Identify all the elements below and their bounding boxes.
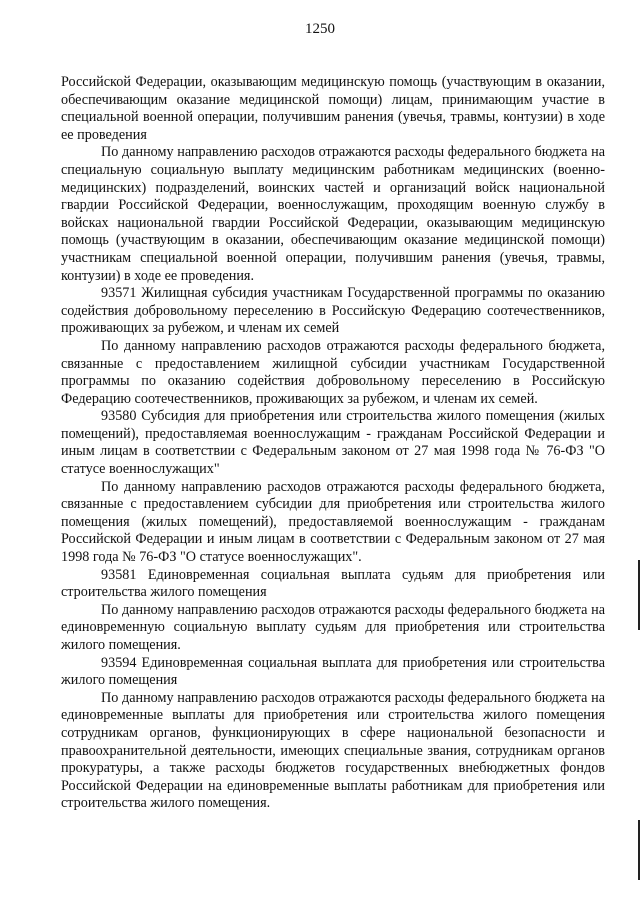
- paragraph-description: По данному направлению расходов отражаются расходы федерального бюджета, связанные с предоставлением жилищной субсидии участникам Государственной программы по оказанию содействия добровольному переселению в Российскую Федерацию соотечественников, проживающих за рубежом, и членам их семей.: [61, 337, 605, 407]
- paragraph-continuation: Российской Федерации, оказывающим медицинскую помощь (участвующим в оказании, обеспечивающим оказание медицинской помощи) лицам, принимающим участие в специальной военной операции, получившим ранения (увечья, травмы, контузии) в ходе ее проведения: [61, 74, 605, 143]
- paragraph-code-heading: 93571 Жилищная субсидия участникам Государственной программы по оказанию содействия добровольному переселению в Российскую Федерацию соотечественников, проживающих за рубежом, и членам их семей: [61, 285, 605, 337]
- paragraph-code-heading: 93581 Единовременная социальная выплата судьям для приобретения или строительства жилого помещения: [61, 566, 605, 601]
- paragraph-description: По данному направлению расходов отражаются расходы федерального бюджета на единовременную социальную выплату судьям для приобретения или строительства жилого помещения.: [61, 601, 605, 653]
- paragraph-code-heading: 93580 Субсидия для приобретения или строительства жилого помещения (жилых помещений), предоставляемая военнослужащим - гражданам Российской Федерации и иным лицам в соответствии с Федеральным законом от 27 мая 1998 года № 76-ФЗ "О статусе военнослужащих": [61, 408, 605, 478]
- page-number: 1250: [305, 21, 335, 37]
- document-body: [61, 74, 605, 813]
- paragraph-description: По данному направлению расходов отражаются расходы федерального бюджета на единовременные выплаты для приобретения или строительства жилого помещения сотрудникам органов, функционирующих в сфере национальной безопасности и правоохранительной деятельности, имеющих специальные звания, сотрудникам органов прокуратуры, а также расходы бюджетов государственных внебюджетных фондов Российской Федерации на единовременные выплаты работникам для приобретения или строительства жилого помещения.: [61, 689, 605, 812]
- paragraph-code-heading: 93594 Единовременная социальная выплата для приобретения или строительства жилого помещения: [61, 654, 605, 689]
- paragraph-description: По данному направлению расходов отражаются расходы федерального бюджета на специальную социальную выплату медицинским работникам медицинских (военно-медицинских) подразделений, воинских частей и организаций войск национальной гвардии Российской Федерации, военнослужащим, проходящим военную службу в войсках национальной гвардии Российской Федерации, оказывающим медицинскую помощь (участвующим в оказании, обеспечивающим оказание медицинской помощи) участникам специальной военной операции, получившим ранения (увечья, травмы, контузии) в ходе ее проведения.: [61, 144, 605, 284]
- paragraph-description: По данному направлению расходов отражаются расходы федерального бюджета, связанные с предоставлением субсидии для приобретения или строительства жилого помещения (жилых помещений), предоставляемой военнослужащим - гражданам Российской Федерации и иным лицам в соответствии с Федеральным законом от 27 мая 1998 года № 76-ФЗ "О статусе военнослужащих".: [61, 478, 605, 566]
